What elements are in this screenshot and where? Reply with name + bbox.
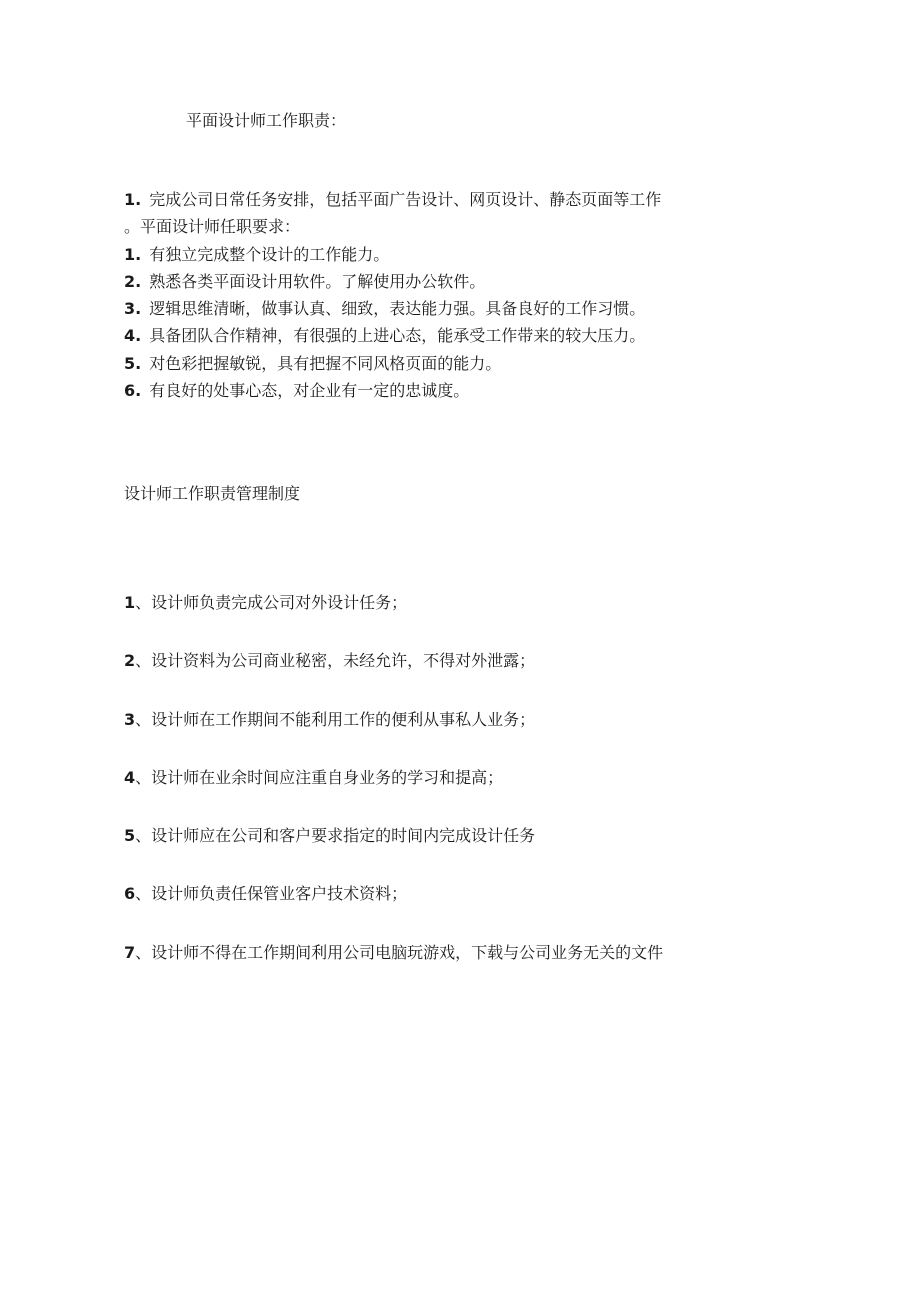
item-number: 1. <box>124 190 142 209</box>
item-text: 有良好的处事心态，对企业有一定的忠诚度。 <box>149 381 470 401</box>
item-text: 完成公司日常任务安排，包括平面广告设计、网页设计、静态页面等工作 <box>149 190 662 209</box>
list-item <box>124 241 764 268</box>
item-text: 具备团队合作精神，有很强的上进心态，能承受工作带来的较大压力。 <box>149 326 646 346</box>
rule-item <box>124 824 824 882</box>
rule-text: 、设计资料为公司商业秘密，未经允许，不得对外泄露； <box>135 651 536 671</box>
rule-number: 2 <box>124 651 136 671</box>
rule-item <box>124 882 824 940</box>
list-item <box>124 377 764 404</box>
item-number: 6. <box>124 381 142 401</box>
item-number: 2. <box>124 271 142 291</box>
rule-item <box>124 708 824 766</box>
rule-text: 、设计师应在公司和客户要求指定的时间内完成设计任务 <box>135 826 536 846</box>
section-title: 设计师工作职责管理制度 <box>124 484 301 503</box>
rule-number: 3 <box>124 709 136 729</box>
list-item <box>124 322 764 349</box>
item-number: 5. <box>124 353 142 373</box>
list-item <box>124 350 764 377</box>
rules-list <box>124 591 824 999</box>
requirements-list <box>124 186 764 404</box>
item-text: 逻辑思维清晰，做事认真、细致，表达能力强。具备良好的工作习惯。 <box>149 299 646 319</box>
list-item <box>124 295 764 322</box>
document-title: 平面设计师工作职责： <box>186 111 347 130</box>
item-text: 对色彩把握敏锐，具有把握不同风格页面的能力。 <box>149 353 502 373</box>
rule-number: 1 <box>124 593 136 612</box>
item-text: 。平面设计师任职要求： <box>124 217 301 237</box>
list-item <box>124 186 764 213</box>
rule-item <box>124 649 824 707</box>
rule-text: 、设计师负责完成公司对外设计任务； <box>135 593 408 612</box>
item-text: 有独立完成整个设计的工作能力。 <box>149 244 390 264</box>
rule-text: 、设计师不得在工作期间利用公司电脑玩游戏，下载与公司业务无关的文件 <box>135 942 664 962</box>
rule-number: 4 <box>124 767 136 787</box>
item-number: 1. <box>124 244 142 264</box>
rule-number: 5 <box>124 826 136 846</box>
rule-text: 、设计师负责任保管业客户技术资料； <box>135 884 408 904</box>
list-item <box>124 213 764 240</box>
item-number: 3. <box>124 299 142 319</box>
rule-item <box>124 766 824 824</box>
rule-number: 6 <box>124 884 136 904</box>
list-item <box>124 268 764 295</box>
rule-text: 、设计师在工作期间不能利用工作的便利从事私人业务； <box>135 709 536 729</box>
item-number: 4. <box>124 326 142 346</box>
rule-number: 7 <box>124 942 136 962</box>
rule-item <box>124 941 824 999</box>
item-text: 熟悉各类平面设计用软件。了解使用办公软件。 <box>149 271 486 291</box>
rule-item <box>124 591 824 649</box>
rule-text: 、设计师在业余时间应注重自身业务的学习和提高； <box>135 767 504 787</box>
